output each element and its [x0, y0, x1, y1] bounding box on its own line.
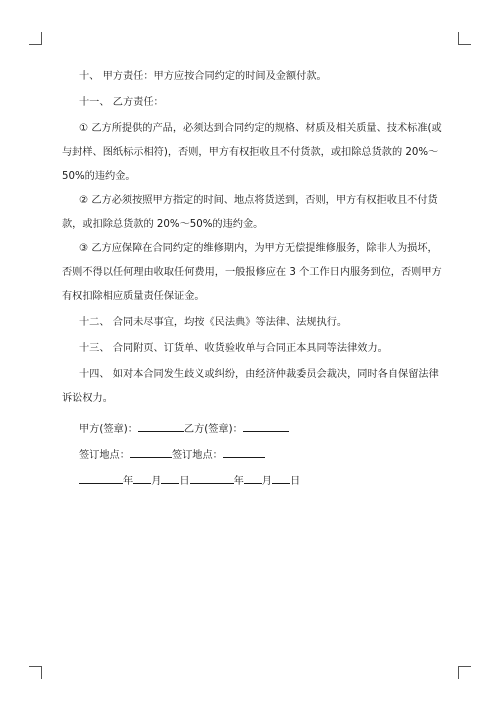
clause-13: 十三、 合同附页、订货单、收货验收单与合同正本具同等法律效力。: [79, 343, 388, 354]
date-day-label-2: 日: [289, 476, 301, 487]
date-month-blank-2[interactable]: [244, 472, 262, 484]
clause-11-item-3-line-1: ③ 乙方应保障在合同约定的维修期内，为甲方无偿提维修服务，除非人为损坏，: [79, 243, 438, 254]
party-b-signature-blank[interactable]: [243, 420, 289, 432]
date-year-blank-2[interactable]: [190, 472, 234, 484]
signature-parties-row: [79, 420, 289, 437]
clause-11-item-2-line-1: ② 乙方必须按照甲方指定的时间、地点将货送到，否则，甲方有权拒收且不付货: [79, 195, 438, 206]
date-day-blank-1[interactable]: [161, 472, 179, 484]
page-corner-mark-top-left: [29, 32, 42, 45]
date-month-blank-1[interactable]: [133, 472, 151, 484]
clause-11-heading: 十一、 乙方责任：: [79, 97, 164, 108]
page-corner-mark-bottom-right: [458, 666, 471, 679]
clause-11-item-1-line-1: ① 乙方所提供的产品，必须达到合同约定的规格、材质及相关质量、技术标准(或: [79, 123, 442, 134]
signing-date-row: [79, 472, 300, 489]
clause-14-line-1: 十四、 如对本合同发生歧义或纠纷，由经济仲裁委员会裁决，同时各自保留法律: [79, 369, 439, 380]
clause-11-item-3-line-2: 否则不得以任何理由收取任何费用，一般报修应在 3 个工作日内服务到位，否则甲方: [62, 267, 442, 278]
date-year-blank-1[interactable]: [79, 472, 123, 484]
signing-place-blank-1[interactable]: [130, 446, 172, 458]
signing-place-label-1: 签订地点：: [79, 450, 130, 461]
page-corner-mark-top-right: [458, 32, 471, 45]
signing-place-row: [79, 446, 265, 463]
date-year-label-1: 年: [123, 476, 134, 487]
clause-11-item-1-line-3: 50%的违约金。: [62, 171, 136, 182]
party-a-signature-blank[interactable]: [138, 420, 184, 432]
date-month-label-1: 月: [151, 476, 162, 487]
clause-14-line-2: 诉讼权力。: [62, 393, 113, 404]
clause-12: 十二、 合同未尽事宜，均按《民法典》等法律、法规执行。: [79, 317, 348, 328]
signing-place-label-2: 签订地点：: [171, 450, 223, 461]
page-corner-mark-bottom-left: [29, 666, 42, 679]
date-year-label-2: 年: [233, 476, 244, 487]
clause-11-item-2-line-2: 款，或扣除总货款的 20%～50%的违约金。: [62, 219, 264, 230]
clause-11-item-1-line-2: 与封样、图纸标示相符)，否则，甲方有权拒收且不付货款，或扣除总货款的 20%～: [62, 147, 439, 158]
clause-11-item-3-line-3: 有权扣除相应质量责任保证金。: [62, 291, 205, 302]
signing-place-blank-2[interactable]: [223, 446, 265, 458]
party-b-signature-label: 乙方(签章)：: [183, 424, 243, 435]
date-month-label-2: 月: [261, 476, 272, 487]
date-day-blank-2[interactable]: [272, 472, 290, 484]
party-a-signature-label: 甲方(签章)：: [79, 424, 138, 435]
date-day-label-1: 日: [179, 476, 190, 487]
clause-10: 十、 甲方责任：甲方应按合同约定的时间及金额付款。: [79, 71, 327, 82]
